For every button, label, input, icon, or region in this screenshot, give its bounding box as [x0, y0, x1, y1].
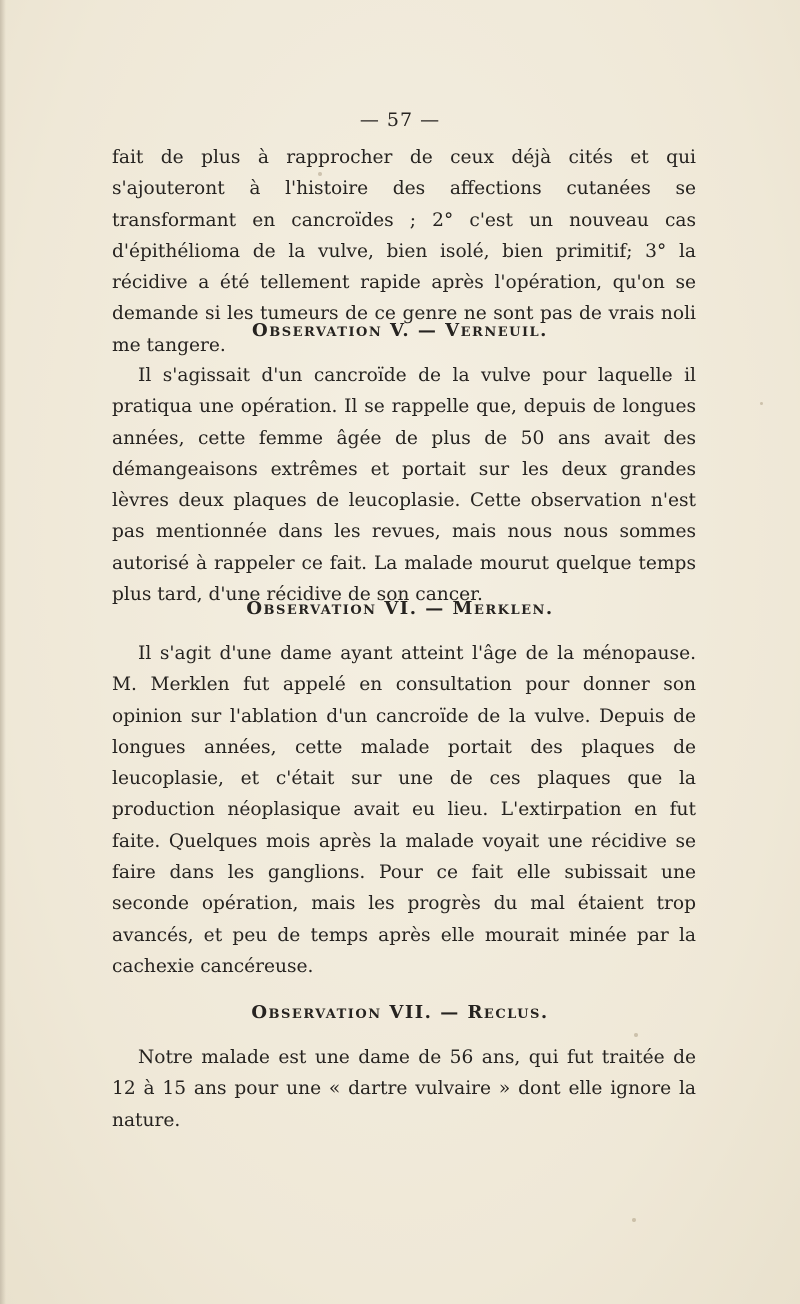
observation-6-heading: Observation VI. — Merklen.	[246, 598, 554, 619]
page-number: — 57 —	[359, 109, 441, 131]
paper-spot	[634, 1033, 638, 1037]
paper-spot	[632, 1218, 636, 1222]
observation-5-body: Il s'agissait d'un cancroïde de la vulve pour laquelle il pratiqua une opération. Il se rappelle que, depuis de longues années, cette femme âgée de plus de 50 ans avait des démangeaisons extrêmes et portait sur les deux grandes lèvres deux plaques de leucoplasie. Cette observation n'est pas mentionnée dans les revues, mais nous nous sommes autorisé à rappeler ce fait. La malade mourut quelque temps plus tard, d'une récidive de son cancer.	[112, 365, 696, 606]
observation-7-body: Notre malade est une dame de 56 ans, qui fut traitée de 12 à 15 ans pour une « dartre vulvaire » dont elle ignore la nature.	[112, 1047, 696, 1131]
observation-6-body: Il s'agit d'une dame ayant atteint l'âge de la ménopause. M. Merklen fut appelé en consultation pour donner son opinion sur l'ablation d'un cancroïde de la vulve. Depuis de longues années, cette malade portait des plaques de leucoplasie, et c'était sur une de ces plaques que la production néoplasique avait eu lieu. L'extirpation en fut faite. Quelques mois après la malade voyait une récidive se faire dans les ganglions. Pour ce fait elle subissait une seconde opération, mais les progrès du mal étaient trop avancés, et peu de temps après elle mourait minée par la cachexie cancéreuse.	[112, 643, 696, 977]
observation-7-heading: Observation VII. — Reclus.	[251, 1002, 549, 1023]
paper-spot	[760, 402, 763, 405]
observation-5-heading: Observation V. — Verneuil.	[252, 320, 548, 341]
continuation-paragraph: fait de plus à rapprocher de ceux déjà cités et qui s'ajouteront à l'histoire des affections cutanées se transformant en cancroïdes ; 2° c'est un nouveau cas d'épithélioma de la vulve, bien isolé, bien primitif; 3° la récidive a été tellement rapide après l'opération, qu'on se demande si les tumeurs de ce genre ne sont pas de vrais noli me tangere.	[112, 147, 696, 356]
page-edge-shadow	[0, 0, 6, 1304]
